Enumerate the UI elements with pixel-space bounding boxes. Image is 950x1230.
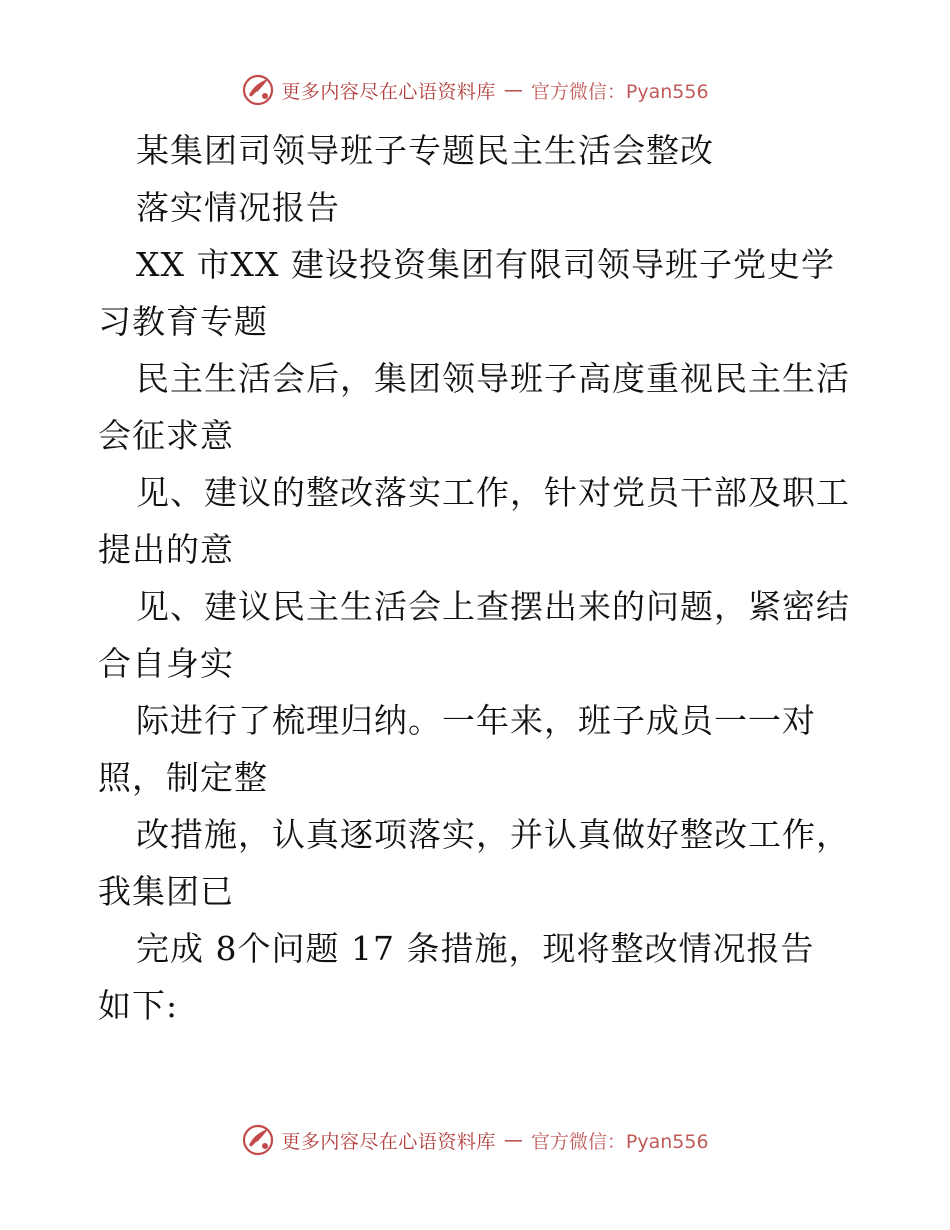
paragraph-line: 提出的意: [98, 530, 234, 569]
header-watermark-banner: [0, 70, 950, 110]
document-body: [98, 122, 858, 1034]
paragraph-line: 民主生活会后，集团领导班子高度重视民主生活: [136, 359, 850, 398]
paragraph-line: 如下:: [98, 986, 179, 1025]
quill-pen-logo-icon: [241, 73, 275, 107]
footer-banner-text: 更多内容尽在心语资料库: [281, 1130, 496, 1153]
paragraph-line: XX 市XX 建设投资集团有限司领导班子党史学: [136, 245, 835, 284]
paragraph-line: 我集团已: [98, 872, 234, 911]
document-title-line: 落实情况报告: [136, 188, 340, 227]
paragraph-line: 见、建议民主生活会上查摆出来的问题，紧密结: [136, 587, 850, 626]
footer-banner-wechat: 官方微信：Pyan556: [530, 1130, 709, 1153]
paragraph-line: 照，制定整: [98, 758, 268, 797]
paragraph-line: 际进行了梳理归纳。一年来，班子成员一一对: [136, 701, 816, 740]
paragraph-line: 习教育专题: [98, 302, 268, 341]
footer-banner-separator: —: [503, 1129, 523, 1151]
quill-pen-logo-icon: [241, 1123, 275, 1157]
document-title-line: 某集团司领导班子专题民主生活会整改: [136, 131, 714, 170]
header-banner-text: 更多内容尽在心语资料库: [281, 80, 496, 103]
header-banner-separator: —: [503, 79, 523, 101]
paragraph-line: 改措施，认真逐项落实，并认真做好整改工作，: [136, 815, 850, 854]
footer-watermark-banner: [0, 1120, 950, 1160]
paragraph-line: 会征求意: [98, 416, 234, 455]
paragraph-line: 完成 8个问题 17 条措施，现将整改情况报告: [136, 929, 815, 968]
header-banner-wechat: 官方微信：Pyan556: [530, 80, 709, 103]
paragraph-line: 见、建议的整改落实工作，针对党员干部及职工: [136, 473, 850, 512]
paragraph-line: 合自身实: [98, 644, 234, 683]
